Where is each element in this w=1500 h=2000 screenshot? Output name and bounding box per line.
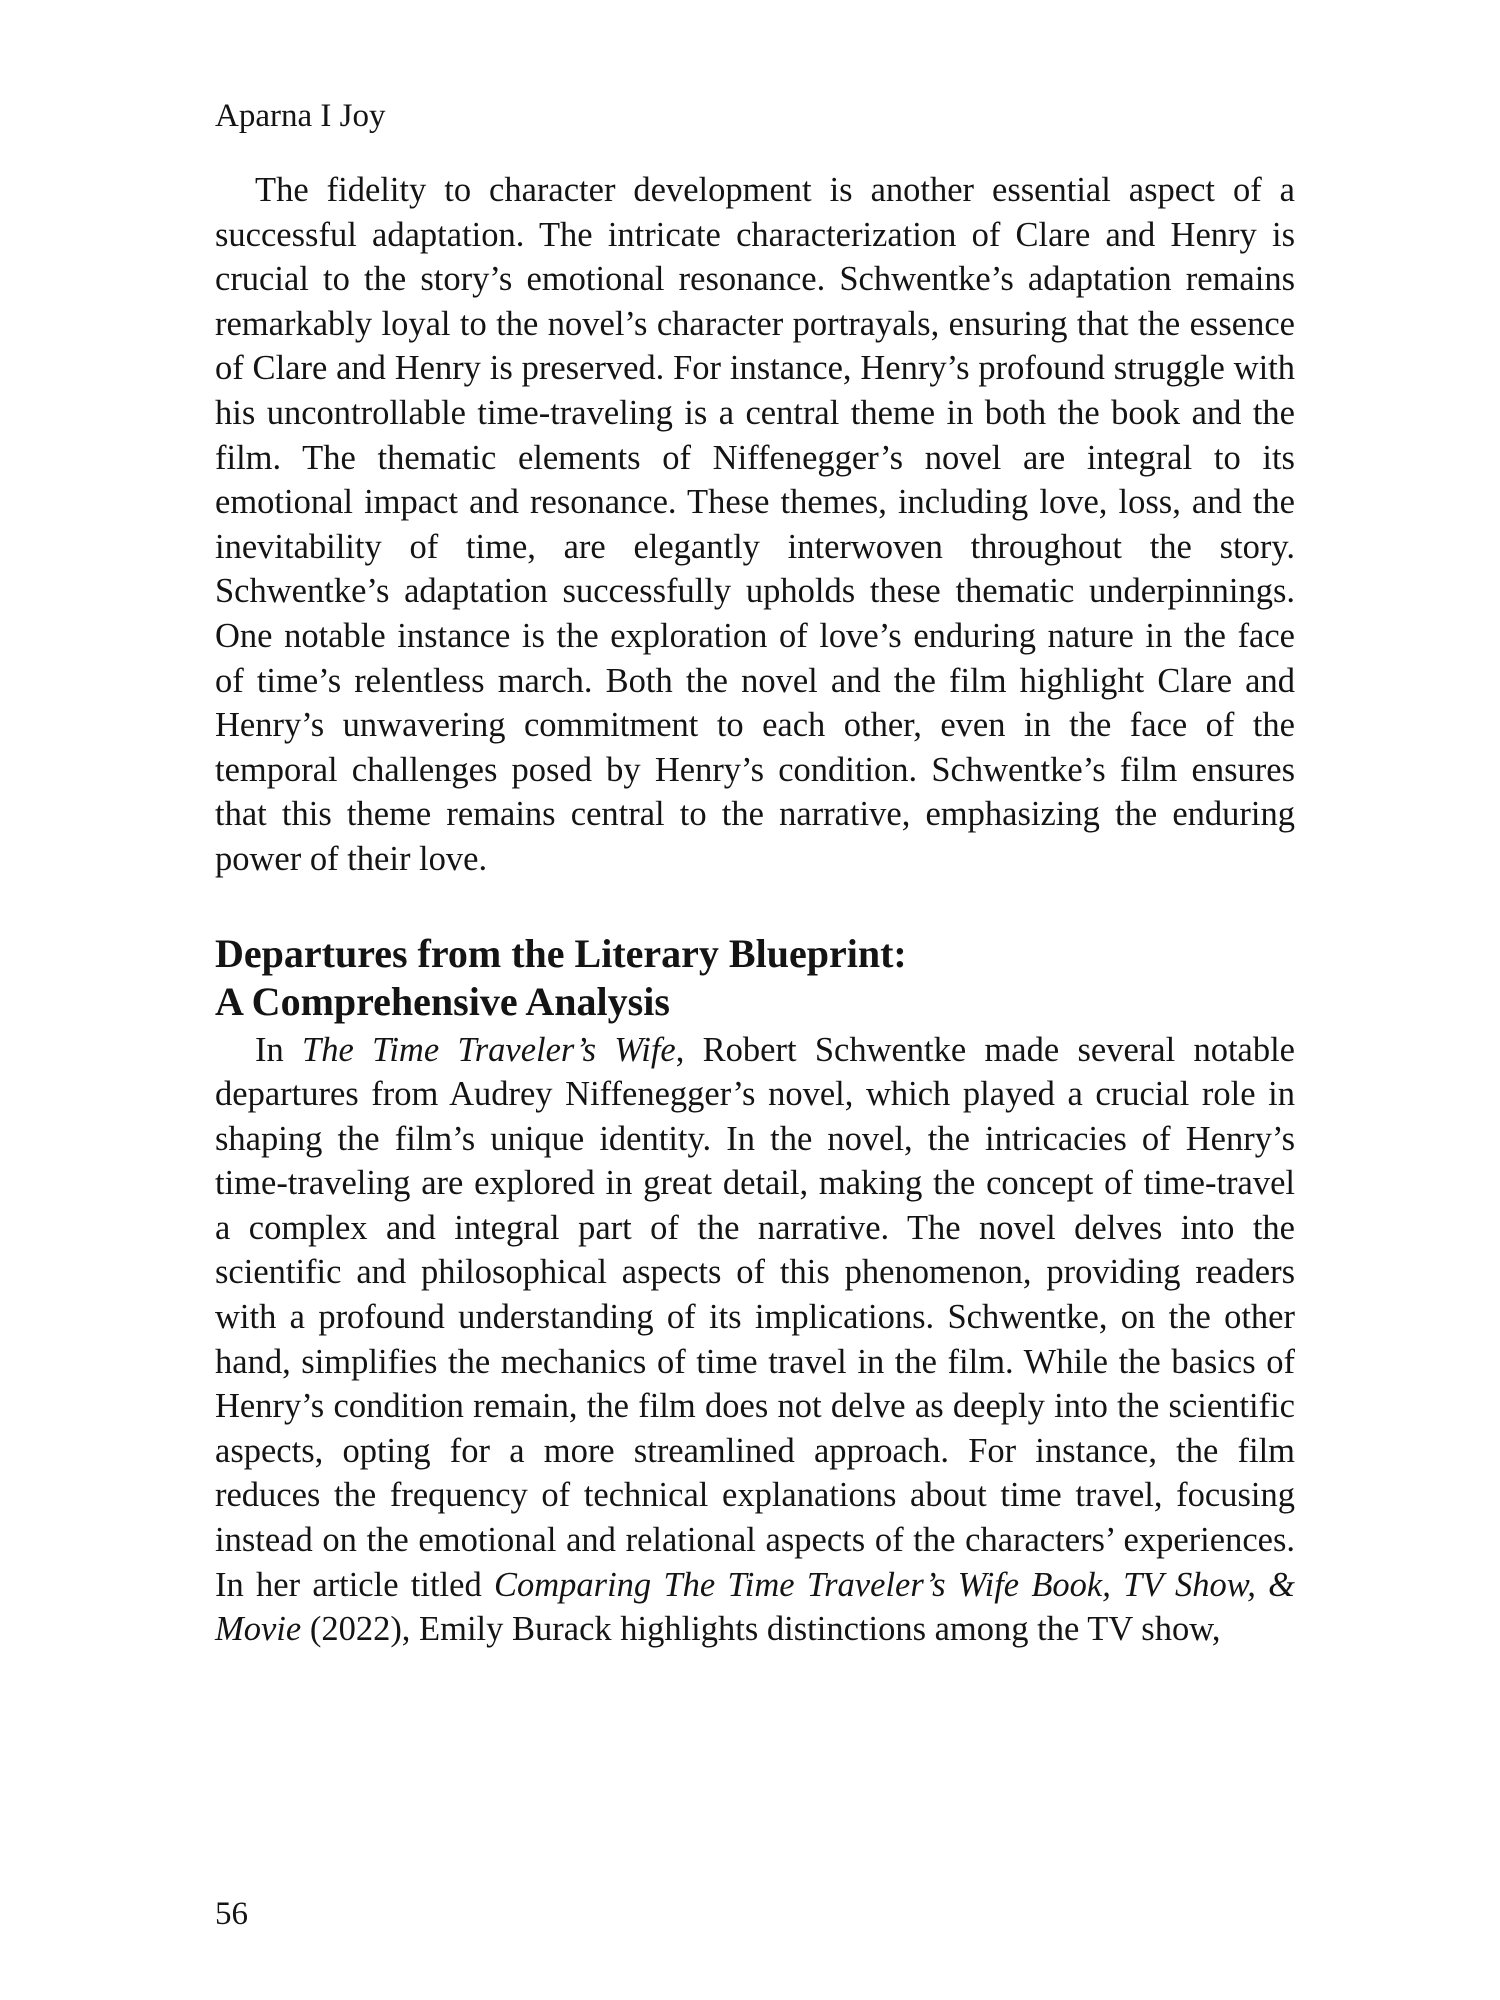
section-heading-line-2: A Comprehensive Analysis xyxy=(215,978,670,1024)
text-column xyxy=(215,168,1295,1652)
book-title: The Time Traveler’s Wife xyxy=(302,1030,676,1069)
paragraph-fidelity: The fidelity to character development is another essential aspect of a successful adaptation. The intricate characterization of Clare and Henry is crucial to the story’s emotional resonance. Schwentke’s adaptation remains remarkably loyal to the novel’s character portrayals, ensuring that the essence of Clare and Henry is preserved. For instance, Henry’s profound struggle with his uncontrollable time-traveling is a central theme in both the book and the film. The thematic elements of Niffenegger’s novel are integral to its emotional impact and resonance. These themes, including love, loss, and the inevitability of time, are elegantly interwoven throughout the story. Schwentke’s adaptation successfully upholds these thematic underpinnings. One notable instance is the exploration of love’s enduring nature in the face of time’s relentless march. Both the novel and the film highlight Clare and Henry’s unwavering commitment to each other, even in the face of the temporal challenges posed by Henry’s condition. Schwentke’s film ensures that this theme remains central to the narrative, emphasizing the enduring power of their love. xyxy=(215,171,1295,878)
paragraph-lead: In xyxy=(255,1030,303,1069)
paragraph-body: , Robert Schwentke made several notable departures from Audrey Niffenegger’s novel, which played a crucial role in shaping the film’s unique identity. In the novel, the intricacies of Henry’s time-traveling are explored in great detail, making the concept of time-travel a complex and integral part of the narrative. The novel delves into the scientific and philosophical aspects of this phenomenon, providing readers with a profound understanding of its implications. Schwentke, on the other hand, simplifies the mechanics of time travel in the film. While the basics of Henry’s condition remain, the film does not delve as deeply into the scientific aspects, opting for a more streamlined approach. For instance, the film reduces the frequency of technical explanations about time travel, focusing instead on the emotional and relational aspects of the characters’ experiences. In her article titled xyxy=(215,1030,1295,1604)
paragraph-departures xyxy=(215,1028,1295,1652)
paragraph-tail: (2022), Emily Burack highlights distinctions among the TV show, xyxy=(301,1610,1221,1649)
section-heading xyxy=(215,930,1295,1026)
page-number: 56 xyxy=(215,1896,248,1932)
section-heading-line-1: Departures from the Literary Blueprint: xyxy=(215,930,907,976)
running-head: Aparna I Joy xyxy=(215,98,386,134)
article-title: Comparing The Time Traveler’s Wife Book, TV Show, & Movie xyxy=(215,1565,1295,1649)
